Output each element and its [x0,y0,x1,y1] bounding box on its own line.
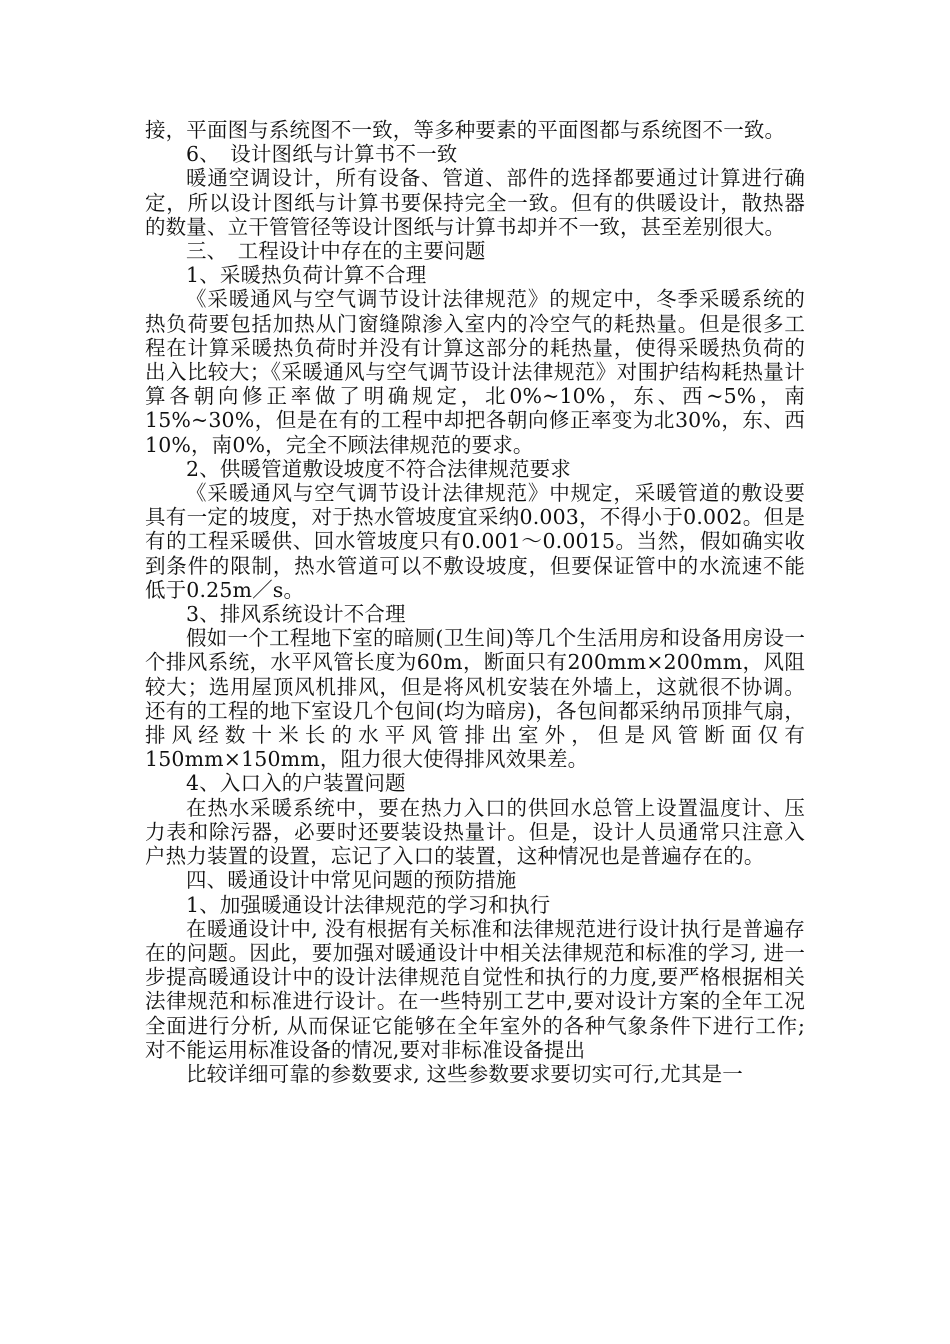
chapter-heading-3: 三、 工程设计中存在的主要问题 [186,239,486,264]
paragraph-parameters: 比较详细可靠的参数要求, 这些参数要求要切实可行,尤其是一 [186,1061,743,1086]
paragraph-heat-load: 《采暖通风与空气调节设计法律规范》的规定中，冬季采暖系统的热负荷要包括加热从门窗缝隙渗入室内的冷空气的耗热量。但是很多工程在计算采暖热负荷时并没有计算这部分的耗热量，使得采暖热负荷的出入比较大；《采暖通风与空气调节设计法律规范》对围护结构耗热量计算各朝向修正率做了明确规定，北0%~10%，东、西~5%，南 15%~30%，但是在有的工程中却把各朝向修正率变为北30%，东、西10%，南0%，完全不顾法律规范的要求。 [145,287,826,457]
paragraph-standards-study: 在暖通设计中, 没有根据有关标准和法律规范进行设计执行是普遍存在的问题。因此，要加强对暖通设计中相关法律规范和标准的学习, 进一步提高暖通设计中的设计法律规范自觉性和执行的力度,要严格根据相关法律规范和标准进行设计。在一些特别工艺中,要对设计方案的全年工况全面进行分析, 从而保证它能够在全年室外的各种气象条件下进行工作; 对不能运用标准设备的情况,要对非标准设备提出 [145,916,805,1062]
paragraph-entrance-device: 在热水采暖系统中，要在热力入口的供回水总管上设置温度计、压力表和除污器，必要时还要装设热量计。但是，设计人员通常只注意入户热力装置的设置，忘记了入口的装置，这种情况也是普遍存在的。 [145,795,805,869]
document-page [145,118,826,1086]
paragraph-continuation: 接，平面图与系统图不一致，等多种要素的平面图都与系统图不一致。 [145,118,786,142]
section-heading-3-4: 4、入口入的户装置问题 [186,771,406,796]
section-heading-3-1: 1、采暖热负荷计算不合理 [186,263,427,288]
paragraph-exhaust-system: 假如一个工程地下室的暗厕(卫生间)等几个生活用房和设备用房设一个排风系统，水平风管长度为60m，断面只有200mm×200mm，风阻较大；选用屋顶风机排风，但是将风机安装在外墙上，这就很不协调。还有的工程的地下室设几个包间(均为暗房)，各包间都采纳吊顶排气扇，排风经数十米长的水平风管排出室外，但是风管断面仅有150mm×150mm，阻力很大使得排风效果差。 [145,626,805,772]
paragraph-pipe-slope: 《采暖通风与空气调节设计法律规范》中规定，采暖管道的敷设要具有一定的坡度，对于热水管坡度宜采纳0.003，不得小于0.002。但是有的工程采暖供、回水管坡度只有0.001～0.0015。当然，假如确实收到条件的限制，热水管道可以不敷设坡度，但要保证管中的水流速不能低于0.25m／s。 [145,481,805,602]
chapter-heading-4: 四、暖通设计中常见问题的预防措施 [186,868,517,893]
section-heading-3-3: 3、排风系统设计不合理 [186,602,406,627]
section-heading-6: 6、 设计图纸与计算书不一致 [186,142,458,167]
paragraph-design-consistency: 暖通空调设计，所有设备、管道、部件的选择都要通过计算进行确定，所以设计图纸与计算书要保持完全一致。但有的供暖设计，散热器的数量、立干管管径等设计图纸与计算书却并不一致，甚至差别很大。 [145,166,805,239]
section-heading-4-1: 1、加强暖通设计法律规范的学习和执行 [186,892,551,917]
section-heading-3-2: 2、供暖管道敷设坡度不符合法律规范要求 [186,456,571,481]
